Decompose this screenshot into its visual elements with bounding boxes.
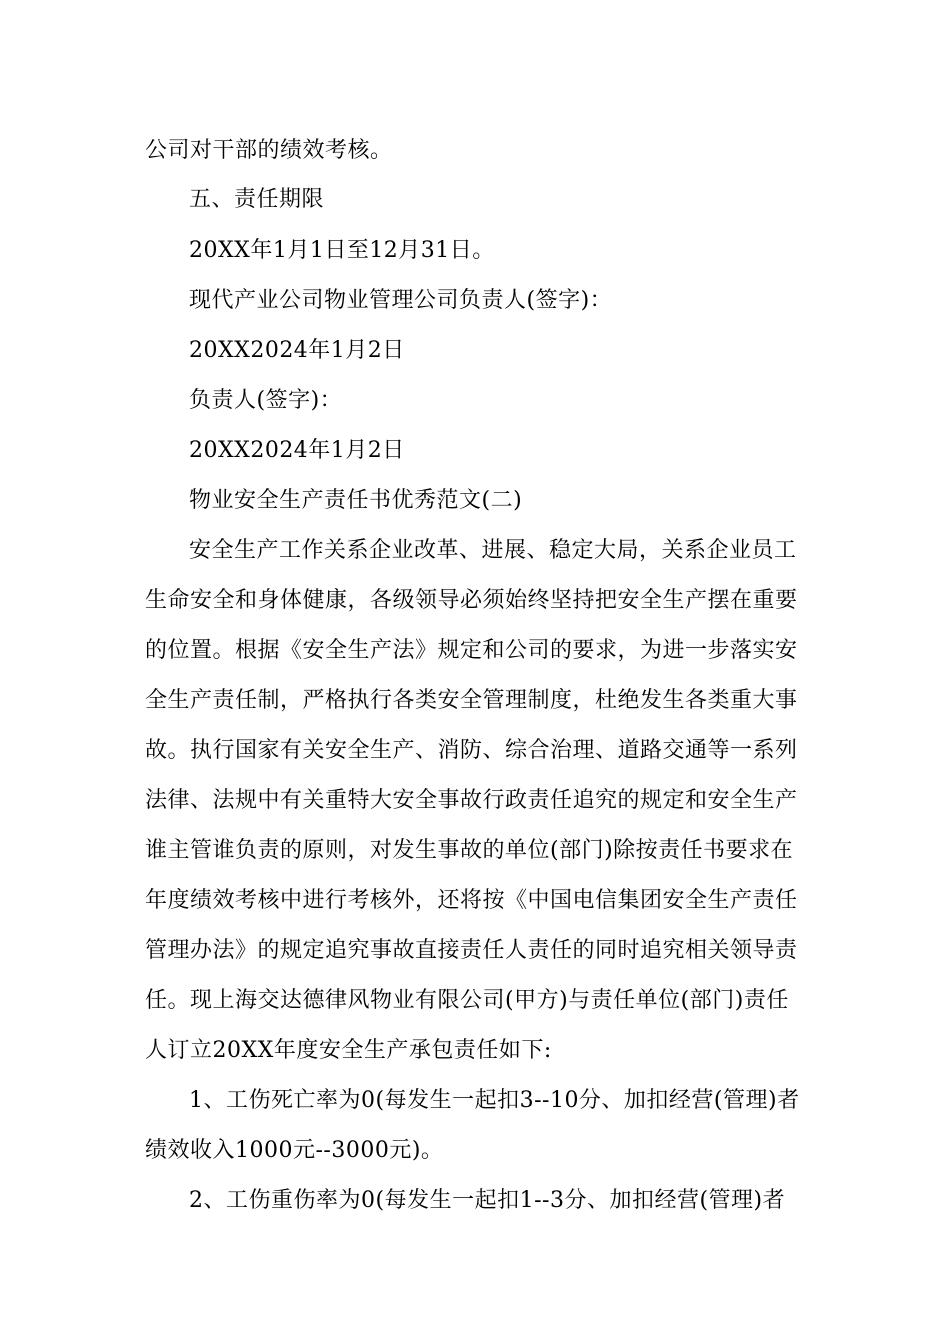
paragraph-line: 生命安全和身体健康，各级领导必须始终坚持把安全生产摆在重要 — [145, 588, 798, 613]
paragraph-line: 任。现上海交达德律风物业有限公司(甲方)与责任单位(部门)责任 — [145, 988, 789, 1013]
section-heading: 五、责任期限 — [189, 187, 325, 212]
paragraph-line: 管理办法》的规定追究事故直接责任人责任的同时追究相关领导责 — [145, 938, 798, 963]
paragraph-line: 法律、法规中有关重特大安全事故行政责任追究的规定和安全生产 — [145, 788, 798, 813]
date-line: 20XX2024年1月2日 — [189, 438, 405, 463]
list-item: 1、工伤死亡率为0(每发生一起扣3--10分、加扣经营(管理)者 — [189, 1088, 800, 1113]
paragraph-line: 谁主管谁负责的原则，对发生事故的单位(部门)除按责任书要求在 — [145, 838, 794, 863]
paragraph-line: 20XX年1月1日至12月31日。 — [189, 238, 495, 263]
document-title: 物业安全生产责任书优秀范文(二) — [189, 488, 523, 513]
paragraph-line: 人订立20XX年度安全生产承包责任如下: — [145, 1038, 552, 1063]
signature-line: 现代产业公司物业管理公司负责人(签字)： — [189, 288, 613, 313]
list-item-continuation: 绩效收入1000元--3000元)。 — [145, 1138, 444, 1163]
paragraph-line: 安全生产工作关系企业改革、进展、稳定大局，关系企业员工 — [189, 538, 797, 563]
date-line: 20XX2024年1月2日 — [189, 338, 405, 363]
paragraph-line: 全生产责任制，严格执行各类安全管理制度，杜绝发生各类重大事 — [145, 688, 798, 713]
signature-line: 负责人(签字)： — [189, 388, 343, 413]
paragraph-line: 故。执行国家有关安全生产、消防、综合治理、道路交通等一系列 — [145, 738, 798, 763]
list-item: 2、工伤重伤率为0(每发生一起扣1--3分、加扣经营(管理)者 — [189, 1188, 786, 1213]
paragraph-line: 公司对干部的绩效考核。 — [145, 138, 393, 163]
paragraph-line: 的位置。根据《安全生产法》规定和公司的要求，为进一步落实安 — [145, 638, 798, 663]
paragraph-line: 年度绩效考核中进行考核外，还将按《中国电信集团安全生产责任 — [145, 888, 798, 913]
